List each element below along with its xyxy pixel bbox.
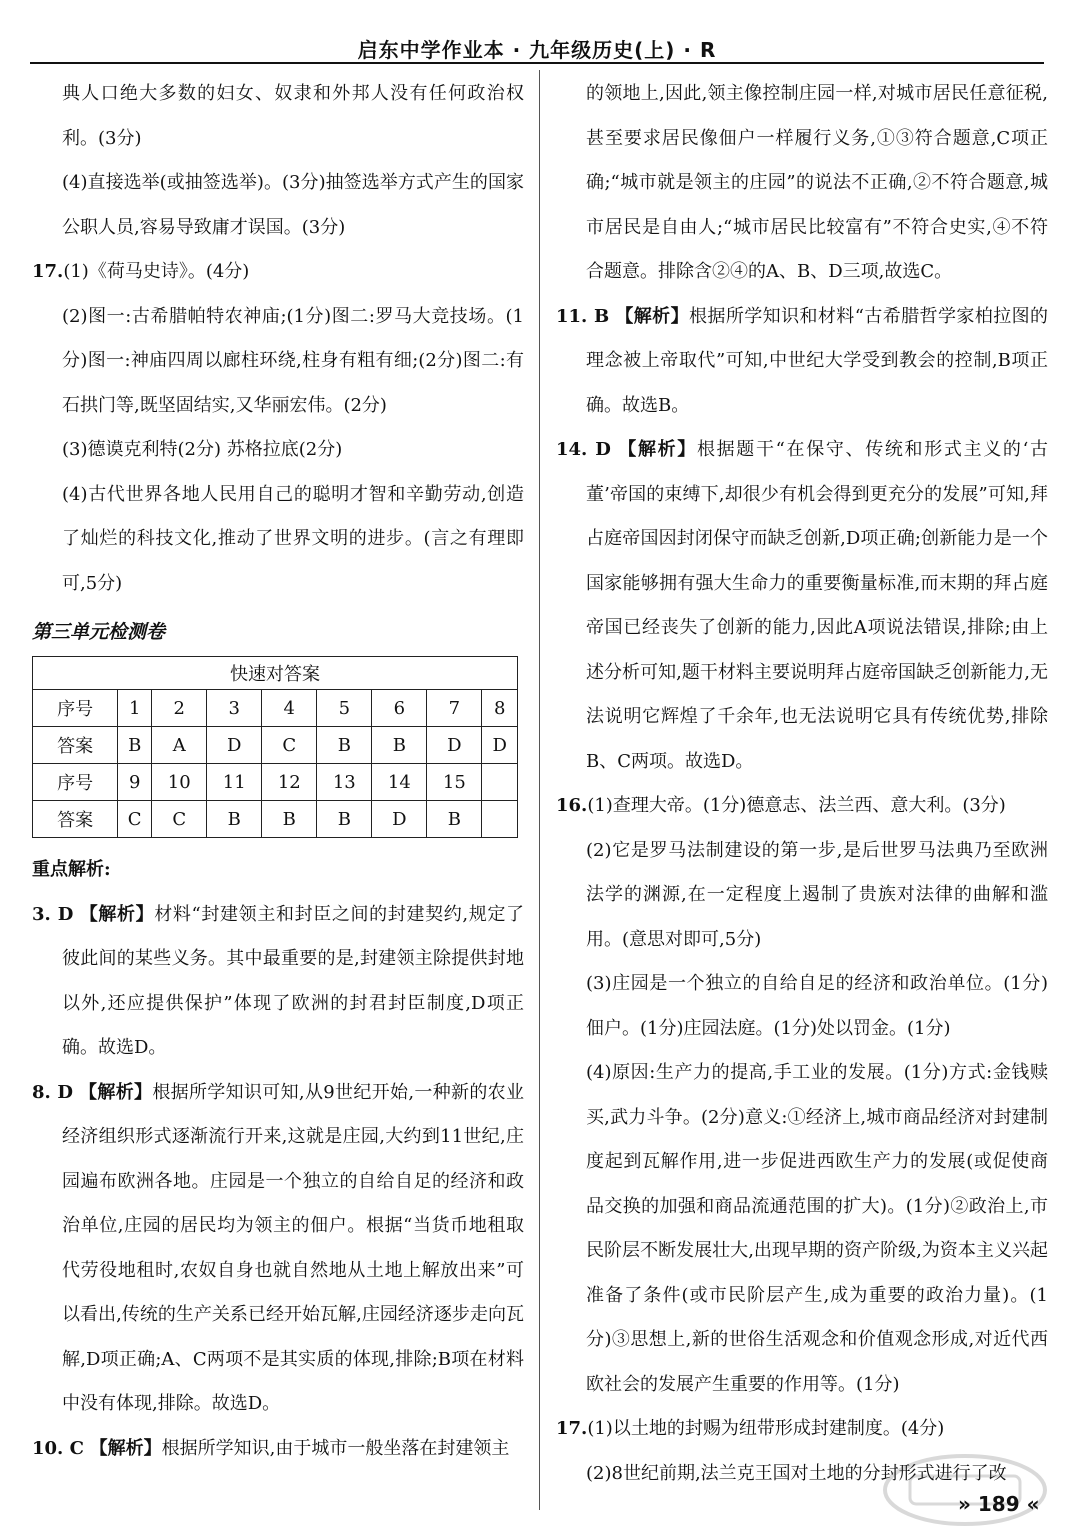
page-header-title: 启东中学作业本 · 九年级历史(上) · R [357,38,717,62]
watermark-logo [880,1450,1050,1530]
answer-10-number: 10. C [32,1437,84,1459]
q16-part2: (2)它是罗马法制建设的第一步,是后世罗马法典乃至欧洲法学的渊源,在一定程度上遏制了贵族对法律的曲解和滥用。(意思对即可,5分) [586,839,1048,950]
answer-11-text: 根据所学知识和材料“古希腊哲学家柏拉图的理念被上帝取代”可知,中世纪大学受到教会的控制,B项正确。故选B。 [586,305,1049,416]
answer-10-tag: 【解析】 [89,1437,162,1459]
table-row [33,764,518,801]
q16-part3-continued: 典人口绝大多数的妇女、奴隶和外邦人没有任何政治权利。(3分) [62,83,524,149]
table-cell: C [118,801,152,838]
table-cell: B [207,801,262,838]
table-cell: B [372,727,427,764]
q16-part3: (3)庄园是一个独立的自给自足的经济和政治单位。(1分)佃户。(1分)庄园法庭。(1分)处以罚金。(1分) [586,973,1048,1039]
table-cell: 6 [372,690,427,727]
table-cell: 10 [152,764,207,801]
answer-8-tag: 【解析】 [79,1081,153,1103]
question-17-left [32,250,524,606]
table-cell: C [262,727,317,764]
table-cell: B [427,801,482,838]
answer-14-tag: 【解析】 [618,439,697,460]
table-cell: 13 [317,764,372,801]
answer-8-number: 8. D [32,1081,73,1103]
table-cell: B [317,727,372,764]
table-cell: 1 [118,690,152,727]
page-header [30,28,1044,64]
answer-8-text: 根据所学知识可知,从9世纪开始,一种新的农业经济组织形式逐渐流行开来,这就是庄园,大约到11世纪,庄园遍布欧洲各地。庄园是一个独立的自给自足的经济和政治单位,庄园的居民均为领主的佃户。根据“当货币地租取代劳役地租时,农奴自身也就自然地从土地上解放出来”可以看出,传统的生产关系已经开始瓦解,庄园经济逐步走向瓦解,D项正确;A、C两项不是其实质的体现,排除;B项在材料中没有体现,排除。故选D。 [62,1081,524,1414]
q16-part4-right: (4)原因:生产力的提高,手工业的发展。(1分)方式:金钱赎买,武力斗争。(2分)意义:①经济上,城市商品经济对封建制度起到瓦解作用,进一步促进西欧生产力的发展(或促使商品交换的加强和商品流通范围的扩大)。(1分)②政治上,市民阶层不断发展壮大,出现早期的资产阶级,为资本主义兴起准备了条件(或市民阶层产生,成为重要的政治力量)。(1分)③思想上,新的世俗生活观念和价值观念形成,对近代西欧社会的发展产生重要的作用等。(1分) [586,1062,1048,1395]
answer-3-text: 材料“封建领主和封臣之间的封建契约,规定了彼此间的某些义务。其中最重要的是,封建领主除提供封地以外,还应提供保护”体现了欧洲的封君封臣制度,D项正确。故选D。 [62,903,525,1058]
table-cell: 4 [262,690,317,727]
q16-part1 [556,784,1048,829]
table-cell: 2 [152,690,207,727]
table-row [33,690,518,727]
q17-part1 [32,250,524,295]
table-cell: 9 [118,764,152,801]
q16-number: 16. [556,795,588,816]
q17-part1-right [556,1407,1048,1452]
page-number: » 189 « [958,1492,1040,1516]
table-cell: B [118,727,152,764]
table-cell: D [482,727,518,764]
answer-3-tag: 【解析】 [79,903,155,925]
table-cell: D [427,727,482,764]
q17-part1-right-text: (1)以土地的封赐为纽带形成封建制度。(4分) [587,1418,945,1439]
table-row [33,801,518,838]
answer-table-caption: 快速对答案 [33,657,518,690]
answer-14-text: 根据题干“在保守、传统和形式主义的‘古董’帝国的束缚下,却很少有机会得到更充分的发展”可知,拜占庭帝国因封闭保守而缺乏创新,D项正确;创新能力是一个国家能够拥有强大生命力的重要衡量标准,而末期的拜占庭帝国已经丧失了创新的能力,因此A项说法错误,排除;由上述分析可知,题干材料主要说明拜占庭帝国缺乏创新能力,无法说明它辉煌了千余年,也无法说明它具有传统优势,排除B、C两项。故选D。 [586,439,1048,772]
table-cell: 5 [317,690,372,727]
q16-part1-text: (1)查理大帝。(1分)德意志、法兰西、意大利。(3分) [587,795,1006,816]
answer-11-tag: 【解析】 [615,305,690,327]
table-row-head: 答案 [33,727,118,764]
table-cell [482,764,518,801]
table-cell: 3 [207,690,262,727]
key-analysis-title: 重点解析: [32,859,111,880]
answer-3-number: 3. D [32,903,74,925]
table-row [33,727,518,764]
answer-10 [32,1427,524,1472]
answer-10-text: 根据所学知识,由于城市一般坐落在封建领主 [161,1437,510,1459]
table-cell: D [372,801,427,838]
q17-part2-right: (2)8世纪前期,法兰克王国对土地的分封形式进行了改 [586,1462,1007,1484]
answer-8 [32,1071,524,1427]
q17-number: 17. [32,261,64,282]
answer-14 [556,428,1048,784]
answer-11-number: 11. B [556,305,610,327]
table-cell: B [317,801,372,838]
q16-part4: (4)直接选举(或抽签选举)。(3分)抽签选举方式产生的国家公职人员,容易导致庸才误国。(3分) [62,172,524,238]
answer-10-continued: 的领地上,因此,领主像控制庄园一样,对城市居民任意征税,甚至要求居民像佃户一样履行义务,①③符合题意,C项正确;“城市就是领主的庄园”的说法不正确,②不符合题意,城市居民是自由人;“城市居民比较富有”不符合史实,④不符合题意。排除含②④的A、B、D三项,故选C。 [586,83,1048,282]
table-cell: 7 [427,690,482,727]
table-cell: D [207,727,262,764]
right-column [556,72,1048,1496]
answer-3 [32,893,524,1071]
table-cell: 11 [207,764,262,801]
q17-part4: (4)古代世界各地人民用自己的聪明才智和辛勤劳动,创造了灿烂的科技文化,推动了世界文明的进步。(言之有理即可,5分) [62,483,524,594]
q17-part1-text: (1)《荷马史诗》。(4分) [63,261,250,282]
q17-part2: (2)图一:古希腊帕特农神庙;(1分)图二:罗马大竞技场。(1分)图一:神庙四周以廊柱环绕,柱身有粗有细;(2分)图二:有石拱门等,既坚固结实,又华丽宏伟。(2分) [62,305,524,416]
table-cell: C [152,801,207,838]
answer-14-number: 14. D [556,439,611,460]
column-divider [539,70,540,1510]
table-row-head: 序号 [33,690,118,727]
answer-11 [556,295,1048,429]
table-cell: 8 [482,690,518,727]
table-cell: B [262,801,317,838]
table-cell: 14 [372,764,427,801]
answer-table [32,656,518,838]
table-cell: 15 [427,764,482,801]
table-cell: A [152,727,207,764]
left-column [32,72,524,1471]
table-cell [482,801,518,838]
table-row-head: 序号 [33,764,118,801]
table-cell: 12 [262,764,317,801]
table-row-head: 答案 [33,801,118,838]
section-title: 第三单元检测卷 [32,621,166,643]
q17-number-right: 17. [556,1418,588,1439]
q17-part3: (3)德谟克利特(2分) 苏格拉底(2分) [62,439,343,460]
